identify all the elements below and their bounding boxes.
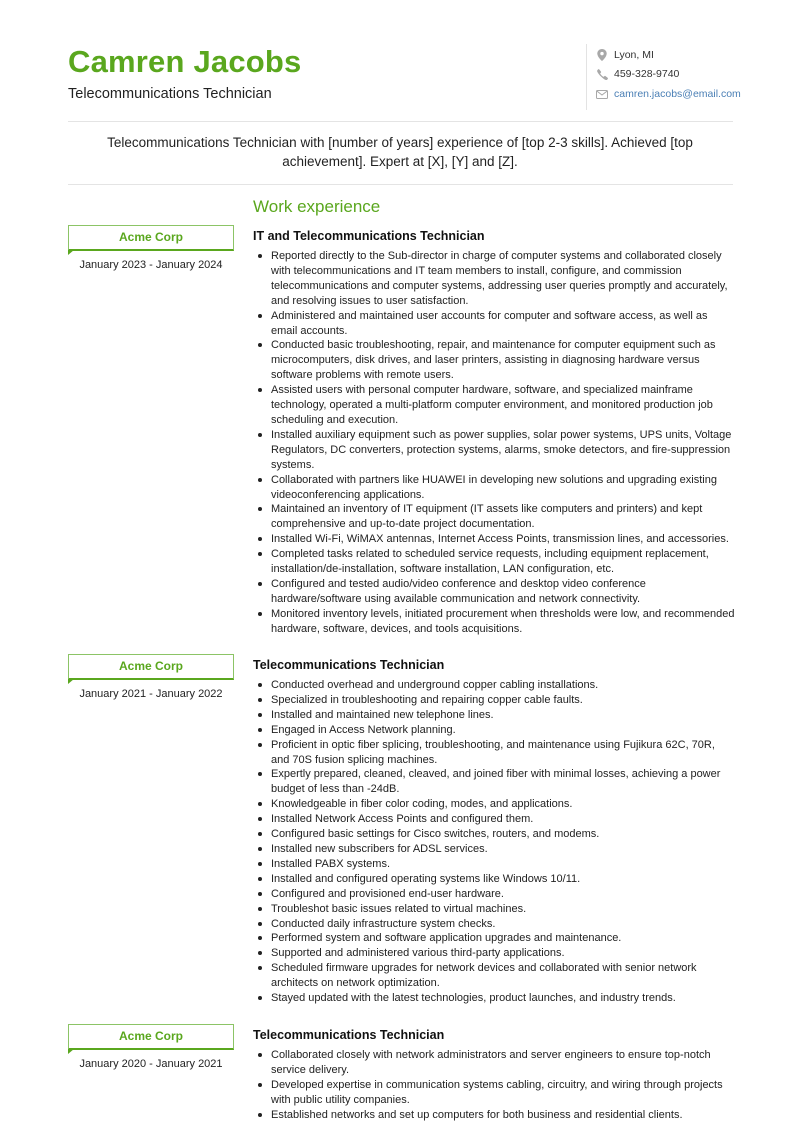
company-name: Acme Corp: [118, 230, 183, 244]
job-dates: January 2021 - January 2022: [79, 688, 223, 700]
phone-icon: [596, 68, 608, 80]
work-experience-heading: Work experience: [253, 197, 381, 216]
contact-email[interactable]: [596, 88, 741, 100]
company-label: [68, 225, 234, 251]
list-item: Configured and tested audio/video conference and desktop video conference hardware/software using available communication and network connectivity.: [271, 577, 736, 607]
list-item: Installed Wi-Fi, WiMAX antennas, Internet Access Points, transmission lines, and accessories.: [271, 532, 736, 547]
list-item: Reported directly to the Sub-director in charge of computer systems and collaborated closely with telecommunications and IT team members to install, configure, and commission telecommunications and computer systems, addressing user queries promptly and accurately, and resolving issues to user satisfaction.: [271, 249, 736, 309]
list-item: Configured basic settings for Cisco switches, routers, and modems.: [271, 827, 736, 842]
list-item: Collaborated closely with network administrators and server engineers to ensure top-notch service delivery.: [271, 1048, 736, 1078]
list-item: Scheduled firmware upgrades for network devices and collaborated with senior network architects on network optimization.: [271, 961, 736, 991]
divider: [68, 121, 733, 122]
list-item: Installed Network Access Points and configured them.: [271, 812, 736, 827]
candidate-name: Camren Jacobs: [68, 44, 302, 79]
list-item: Installed and maintained new telephone lines.: [271, 708, 736, 723]
list-item: Completed tasks related to scheduled service requests, including equipment replacement, installation/de-installation, software installation, LAN configuration, etc.: [271, 547, 736, 577]
list-item: Configured and provisioned end-user hardware.: [271, 887, 736, 902]
list-item: Developed expertise in communication systems cabling, circuitry, and wiring through projects with public utility companies.: [271, 1078, 736, 1108]
company-name: Acme Corp: [118, 1029, 183, 1043]
list-item: Engaged in Access Network planning.: [271, 723, 736, 738]
list-item: Administered and maintained user accounts for computer and software access, as well as email accounts.: [271, 309, 736, 339]
contact-phone: [596, 68, 679, 80]
job-role: IT and Telecommunications Technician: [253, 229, 485, 243]
job-role: Telecommunications Technician: [253, 658, 445, 672]
list-item: Troubleshot basic issues related to virtual machines.: [271, 902, 736, 917]
list-item: Conducted daily infrastructure system checks.: [271, 917, 736, 932]
list-item: Installed and configured operating systems like Windows 10/11.: [271, 872, 736, 887]
ribbon-tail: [68, 1049, 74, 1054]
list-item: Installed new subscribers for ADSL services.: [271, 842, 736, 857]
envelope-icon: [596, 88, 608, 100]
profile-summary: Telecommunications Technician with [number of years] experience of [top 2-3 skills]. Achieved [top achievement]. Expert at [X], [Y] and [Z].: [107, 135, 693, 169]
list-item: Installed PABX systems.: [271, 857, 736, 872]
list-item: Knowledgeable in fiber color coding, modes, and applications.: [271, 797, 736, 812]
list-item: Conducted basic troubleshooting, repair, and maintenance for computer equipment such as microcomputers, disk drives, and laser printers, assisting in diagnosing hardware versus software problems with remote users.: [271, 338, 736, 383]
list-item: Performed system and software application upgrades and maintenance.: [271, 931, 736, 946]
email-link[interactable]: camren.jacobs@email.com: [614, 88, 741, 100]
job-role: Telecommunications Technician: [253, 1028, 445, 1042]
ribbon-tail: [68, 679, 74, 684]
job-dates: January 2020 - January 2021: [79, 1058, 223, 1070]
map-pin-icon: [596, 49, 608, 61]
job-bullets: [271, 678, 736, 1006]
company-label: [68, 1024, 234, 1050]
list-item: Monitored inventory levels, initiated procurement when thresholds were low, and recommended hardware, software, devices, and tools acquisitions.: [271, 607, 735, 635]
list-item: Maintained an inventory of IT equipment (IT assets like computers and printers) and kept comprehensive and up-to-date project documentation.: [271, 502, 736, 532]
candidate-title: Telecommunications Technician: [68, 86, 272, 102]
list-item: Expertly prepared, cleaned, cleaved, and joined fiber with minimal losses, achieving a power budget of less than -24dB.: [271, 767, 736, 797]
divider: [68, 184, 733, 185]
list-item: Collaborated with partners like HUAWEI in developing new solutions and upgrading existing videoconferencing applications.: [271, 473, 736, 503]
list-item: Conducted overhead and underground copper cabling installations.: [271, 678, 736, 693]
contact-block: [586, 44, 746, 110]
list-item: Established networks and set up computers for both business and residential clients.: [271, 1108, 736, 1123]
list-item: Specialized in troubleshooting and repairing copper cable faults.: [271, 693, 736, 708]
ribbon-tail: [68, 250, 74, 255]
company-label: [68, 654, 234, 680]
location-text: Lyon, MI: [614, 49, 654, 61]
list-item: Stayed updated with the latest technologies, product launches, and industry trends.: [271, 991, 736, 1006]
list-item: Supported and administered various third-party applications.: [271, 946, 736, 961]
list-item: Assisted users with personal computer hardware, software, and specialized mainframe technology, operated a multi-platform computer environment, and monitored production job scheduling and execution.: [271, 383, 736, 428]
company-name: Acme Corp: [118, 659, 183, 673]
phone-text: 459-328-9740: [614, 68, 680, 80]
job-dates: January 2023 - January 2024: [79, 259, 223, 271]
list-item: Installed auxiliary equipment such as power supplies, solar power systems, UPS units, Voltage Regulators, DC converters, protection systems, alarms, smoke detectors, and fire-suppression systems.: [271, 428, 736, 473]
job-bullets: [271, 249, 736, 637]
contact-location: [596, 49, 654, 61]
list-item: Proficient in optic fiber splicing, troubleshooting, and maintenance using Fujikura 62C, 70R, and 70S fusion splicing machines.: [271, 738, 736, 768]
job-bullets: [271, 1048, 736, 1123]
